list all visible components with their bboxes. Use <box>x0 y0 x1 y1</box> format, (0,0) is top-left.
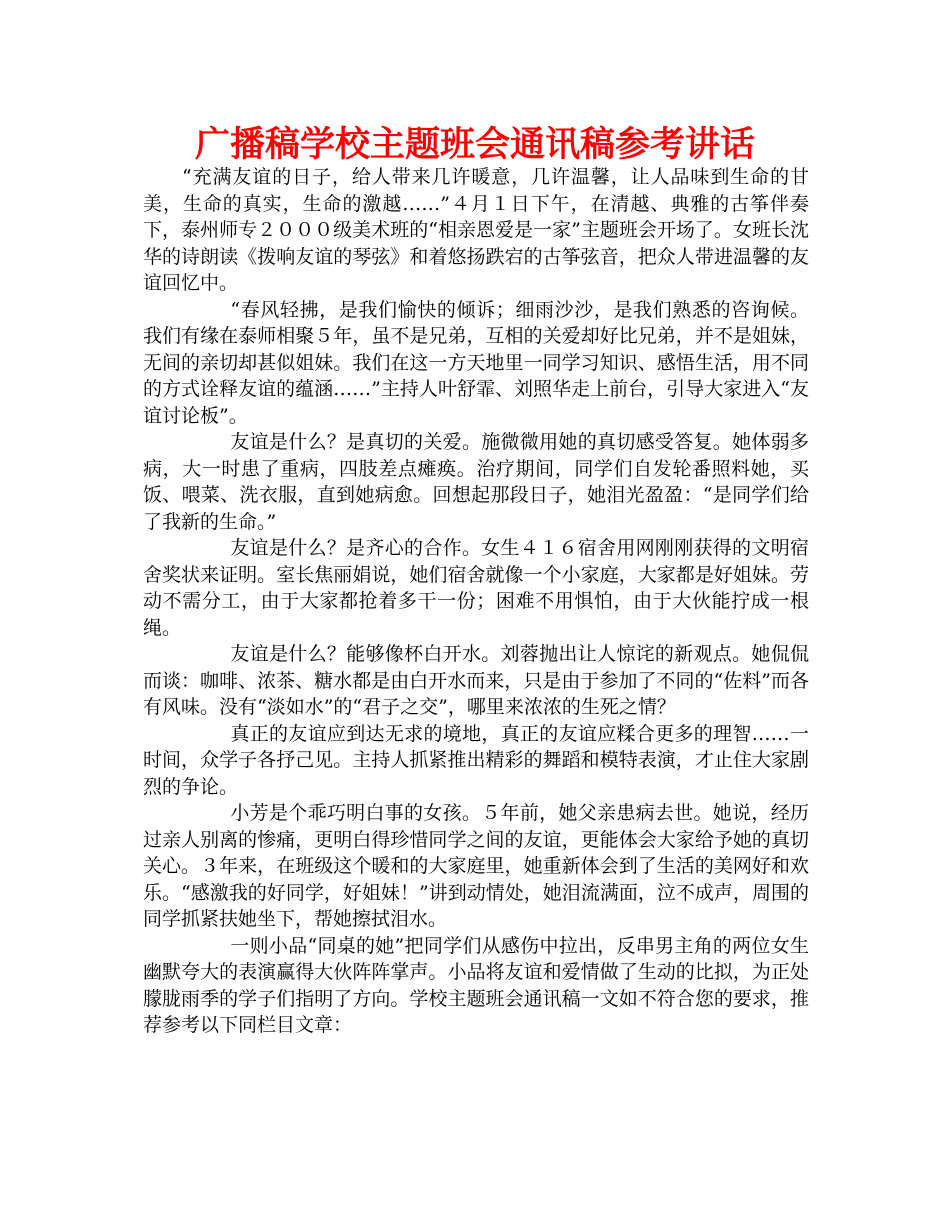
page-title: 广播稿学校主题班会通讯稿参考讲话 <box>194 125 755 165</box>
paragraph-7: 小芳是个乖巧明白事的女孩。５年前，她父亲患病去世。她说，经历过亲人别离的惨痛，更明白得珍惜同学之间的友谊，更能体会大家给予她的真切关心。３年来，在班级这个暖和的大家庭里，她重新体会到了生活的美网好和欢乐。“感激我的好同学，好姐妹！”讲到动情处，她泪流满面，泣不成声，周围的同学抓紧扶她坐下，帮她擦拭泪水。 <box>143 802 809 930</box>
paragraph-1: “充满友谊的日子，给人带来几许暖意，几许温馨，让人品味到生命的甘美，生命的真实，生命的激越……”４月１日下午，在清越、典雅的古筝伴奏下，泰州师专２０００级美术班的“相亲恩爱是一家”主题班会开场了。女班长沈华的诗朗读《拨响友谊的琴弦》和着悠扬跌宕的古筝弦音，把众人带进温馨的友谊回忆中。 <box>143 166 809 294</box>
paragraph-4: 友谊是什么？是齐心的合作。女生４１６宿舍用网刚刚获得的文明宿舍奖状来证明。室长焦丽娟说，她们宿舍就像一个小家庭，大家都是好姐妹。劳动不需分工，由于大家都抢着多干一份；困难不用惧怕，由于大伙能拧成一根绳。 <box>143 537 809 639</box>
paragraph-2: “春风轻拂，是我们愉快的倾诉；细雨沙沙，是我们熟悉的咨询候。我们有缘在泰师相聚５年，虽不是兄弟，互相的关爱却好比兄弟，并不是姐妹，无间的亲切却甚似姐妹。我们在这一方天地里一同学习知识、感悟生活，用不同的方式诠释友谊的蕴涵……”主持人叶舒霏、刘照华走上前台，引导大家进入“友谊讨论板”。 <box>143 298 809 427</box>
paragraph-6: 真正的友谊应到达无求的境地，真正的友谊应糅合更多的理智……一时间，众学子各抒己见。主持人抓紧推出精彩的舞蹈和模特表演，才止住大家剧烈的争论。 <box>143 722 809 798</box>
paragraph-3: 友谊是什么？是真切的关爱。施微微用她的真切感受答复。她体弱多病，大一时患了重病，四肢差点瘫痪。治疗期间，同学们自发轮番照料她，买饭、喂菜、洗衣服，直到她病愈。回想起那段日子，她泪光盈盈：“是同学们给了我新的生命。” <box>143 431 809 533</box>
paragraph-8: 一则小品“同桌的她”把同学们从感伤中拉出，反串男主角的两位女生幽默夸大的表演赢得大伙阵阵掌声。小品将友谊和爱情做了生动的比拟，为正处朦胧雨季的学子们指明了方向。学校主题班会通讯稿一文如不符合您的要求，推荐参考以下同栏目文章： <box>143 934 809 1036</box>
article-body <box>143 164 809 1039</box>
paragraph-5: 友谊是什么？能够像杯白开水。刘蓉抛出让人惊诧的新观点。她侃侃而谈：咖啡、浓茶、糖水都是由白开水而来，只是由于参加了不同的“佐料”而各有风味。没有“淡如水”的“君子之交”，哪里来浓浓的生死之情？ <box>143 643 809 718</box>
